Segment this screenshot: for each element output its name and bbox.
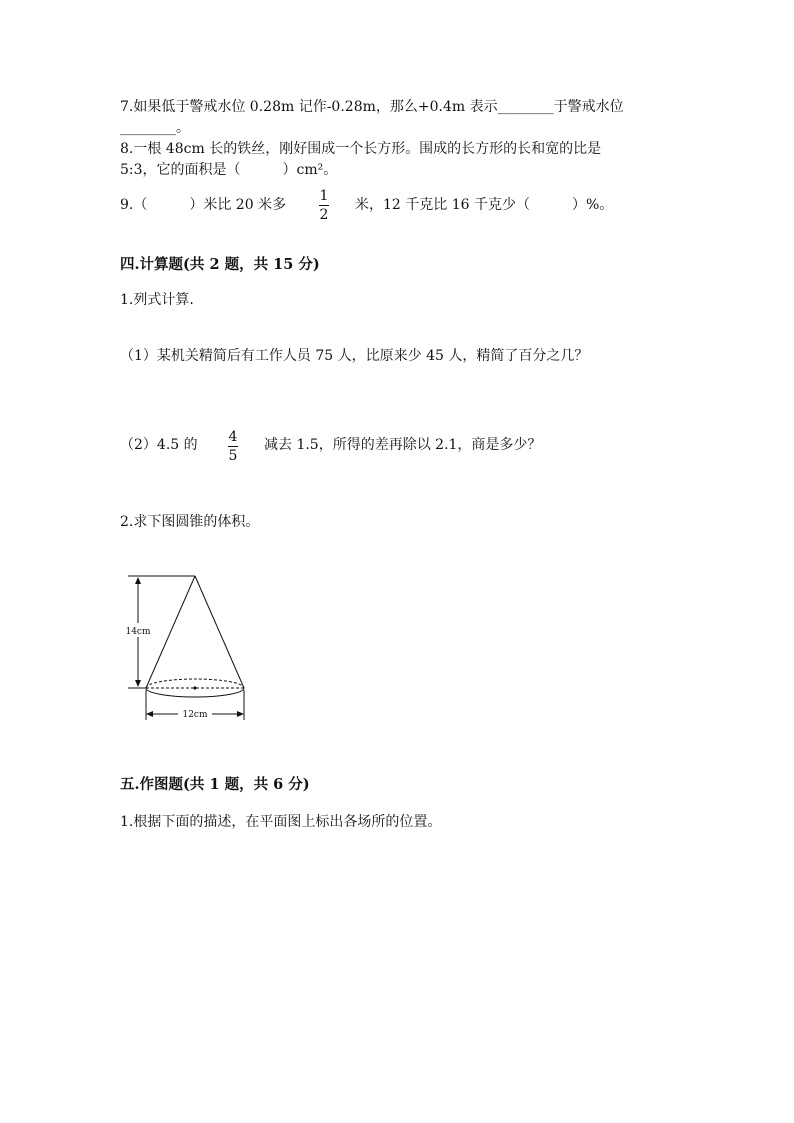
height-arrow-top — [135, 577, 141, 584]
cone-right-side — [195, 576, 244, 688]
q9-fraction-numerator: 1 — [319, 188, 329, 204]
q9-fraction — [319, 189, 329, 222]
q7-line1: 7.如果低于警戒水位 0.28m 记作-0.28m，那么+0.4m 表示________于警戒水位 — [120, 99, 624, 115]
q7-line2: ________。 — [120, 120, 190, 136]
s4-sub2-fraction-bar — [228, 446, 238, 447]
width-label: 12cm — [182, 710, 208, 720]
s5-q1-title: 1.根据下面的描述，在平面图上标出各场所的位置。 — [120, 814, 442, 830]
s4-q1-sub2-part1: （2）4.5 的 — [120, 437, 198, 453]
q9-fraction-bar — [319, 205, 329, 206]
cone-base-center — [193, 686, 196, 689]
q8-line2: 5:3，它的面积是（ ）cm²。 — [120, 162, 338, 178]
q8-line1: 8.一根 48cm 长的铁丝，刚好围成一个长方形。围成的长方形的长和宽的比是 — [120, 141, 602, 157]
s4-q2-title: 2.求下图圆锥的体积。 — [120, 514, 260, 530]
height-label: 14cm — [125, 627, 151, 637]
s4-q1-sub2-part2: 减去 1.5，所得的差再除以 2.1，商是多少？ — [264, 437, 542, 453]
height-arrow-bottom — [135, 680, 141, 687]
section4-heading: 四.计算题(共 2 题，共 15 分) — [120, 256, 320, 273]
s4-q1-sub1: （1）某机关精简后有工作人员 75 人，比原来少 45 人，精简了百分之几？ — [120, 348, 589, 364]
q9-fraction-denominator: 2 — [319, 207, 329, 223]
q9-part2: 米，12 千克比 16 千克少（ ）%。 — [355, 197, 614, 213]
s4-sub2-fraction-numerator: 4 — [228, 429, 238, 445]
section5-heading: 五.作图题(共 1 题，共 6 分) — [120, 776, 310, 793]
s4-sub2-fraction — [228, 430, 238, 463]
width-arrow-left — [146, 711, 153, 717]
width-arrow-right — [237, 711, 244, 717]
s4-sub2-fraction-denominator: 5 — [228, 448, 238, 464]
s4-q1-title: 1.列式计算. — [120, 292, 194, 308]
cone-diagram — [118, 568, 258, 728]
q9-part1: 9.（ ）米比 20 米多 — [120, 197, 287, 213]
